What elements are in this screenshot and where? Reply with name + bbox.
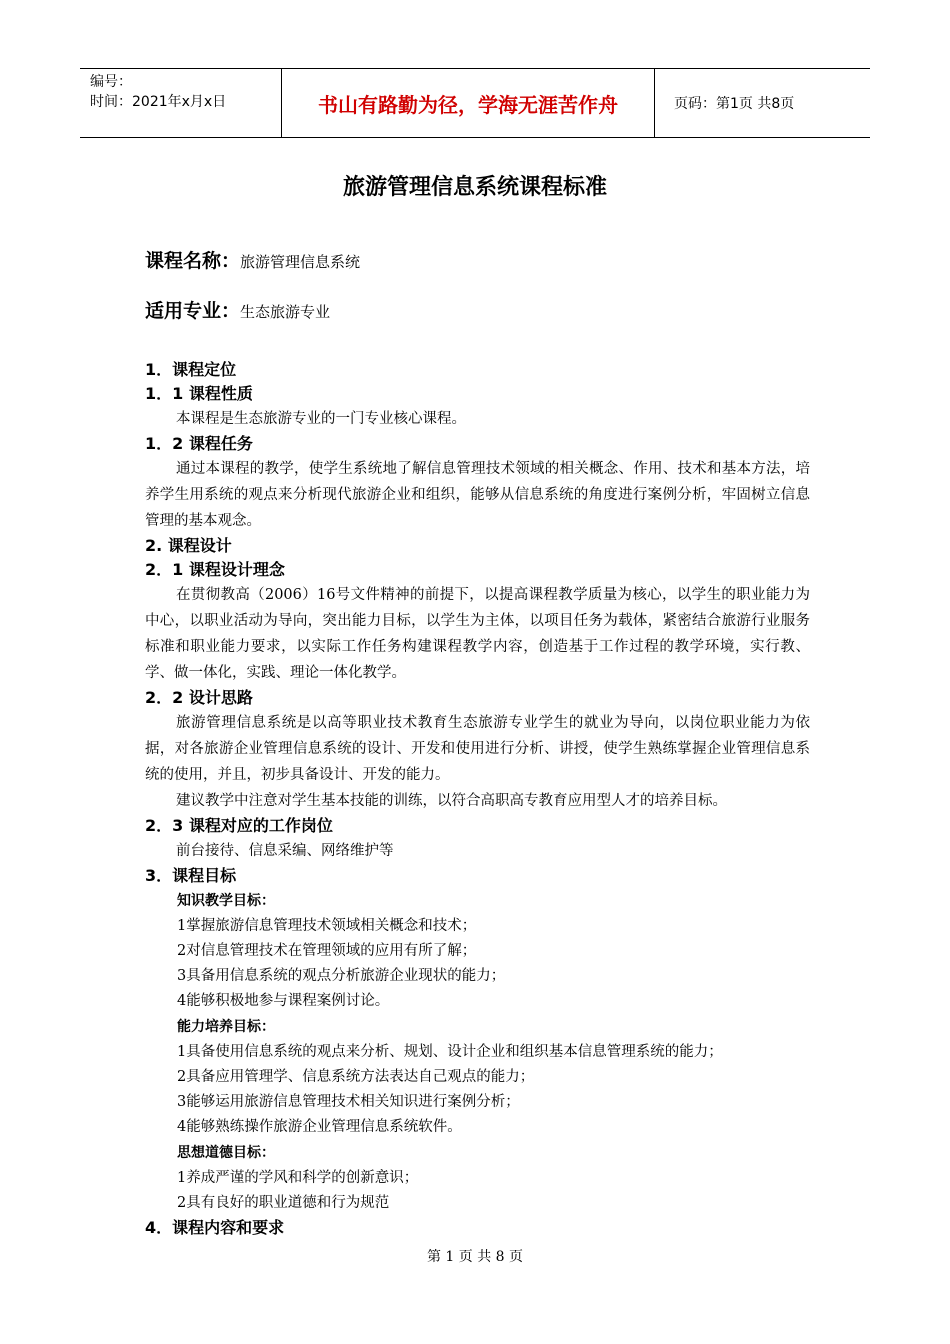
time-label: 时间：2021年x月x日	[90, 94, 227, 110]
list-item: 2对信息管理技术在管理领域的应用有所了解；	[177, 943, 477, 959]
header-left-cell	[80, 69, 280, 137]
list-item: 3能够运用旅游信息管理技术相关知识进行案例分析；	[177, 1094, 520, 1110]
ability-goals-title: 能力培养目标：	[177, 1019, 275, 1035]
section-heading: 2．2 设计思路	[145, 688, 253, 707]
header-table	[80, 68, 870, 138]
list-item: 3具备用信息系统的观点分析旅游企业现状的能力；	[177, 968, 506, 984]
page-info-text: 页码：第1页 共8页	[674, 96, 795, 112]
section-heading: 2．3 课程对应的工作岗位	[145, 816, 333, 835]
header-motto: 书山有路勤为径，学海无涯苦作舟	[281, 69, 655, 137]
page-footer: 第 1 页 共 8 页	[426, 1249, 524, 1265]
section-heading: 4．课程内容和要求	[145, 1218, 285, 1237]
knowledge-goals-title: 知识教学目标：	[177, 893, 275, 909]
paragraph: 在贯彻教高（2006）16号文件精神的前提下，以提高课程教学质量为核心，以学生的职业能力为中心，以职业活动为导向，突出能力目标，以学生为主体，以项目任务为载体，紧密结合旅游行业服务标准和职业能力要求，以实际工作任务构建课程教学内容，创造基于工作过程的教学环境，实行教、学、做一体化，实践、理论一体化教学。	[145, 587, 810, 681]
section-heading: 1．2 课程任务	[145, 434, 253, 453]
document-body	[145, 358, 810, 1240]
course-name-row	[145, 246, 360, 273]
number-label: 编号：	[90, 74, 132, 90]
paragraph: 建议教学中注意对学生基本技能的训练，以符合高职高专教育应用型人才的培养目标。	[176, 793, 727, 809]
major-label: 适用专业：	[145, 300, 241, 322]
section-heading: 1．1 课程性质	[145, 384, 253, 403]
major-row	[145, 296, 330, 323]
header-page-info	[664, 69, 870, 137]
paragraph: 前台接待、信息采编、网络维护等	[176, 843, 394, 859]
document-title: 旅游管理信息系统课程标准	[342, 175, 607, 200]
section-heading: 3．课程目标	[145, 866, 237, 885]
list-item: 4能够熟练操作旅游企业管理信息系统软件。	[177, 1119, 462, 1135]
course-name-label: 课程名称：	[145, 250, 241, 272]
course-name-value: 旅游管理信息系统	[240, 253, 361, 271]
list-item: 4能够积极地参与课程案例讨论。	[177, 993, 390, 1009]
major-value: 生态旅游专业	[240, 303, 331, 321]
paragraph: 通过本课程的教学，使学生系统地了解信息管理技术领域的相关概念、作用、技术和基本方法，培养学生用系统的观点来分析现代旅游企业和组织，能够从信息系统的角度进行案例分析，牢固树立信息管理的基本观念。	[145, 461, 810, 529]
list-item: 1养成严谨的学风和科学的创新意识；	[177, 1170, 419, 1186]
section-heading: 1．课程定位	[145, 360, 237, 379]
moral-goals-title: 思想道德目标：	[177, 1145, 275, 1161]
list-item: 1具备使用信息系统的观点来分析、规划、设计企业和组织基本信息管理系统的能力；	[177, 1044, 723, 1060]
list-item: 2具有良好的职业道德和行为规范	[177, 1195, 390, 1211]
section-heading: 2．1 课程设计理念	[145, 560, 285, 579]
list-item: 2具备应用管理学、信息系统方法表达自己观点的能力；	[177, 1069, 535, 1085]
paragraph: 旅游管理信息系统是以高等职业技术教育生态旅游专业学生的就业为导向，以岗位职业能力为依据，对各旅游企业管理信息系统的设计、开发和使用进行分析、讲授，使学生熟练掌握企业管理信息系统的使用，并且，初步具备设计、开发的能力。	[145, 715, 810, 783]
list-item: 1掌握旅游信息管理技术领域相关概念和技术；	[177, 918, 477, 934]
paragraph: 本课程是生态旅游专业的一门专业核心课程。	[176, 411, 466, 427]
section-heading: 2. 课程设计	[145, 536, 232, 555]
